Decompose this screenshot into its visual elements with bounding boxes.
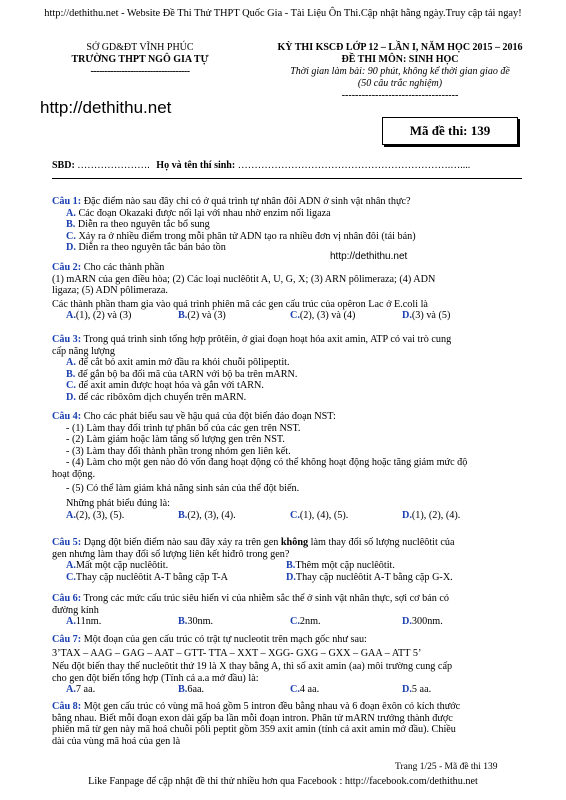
option-text: Thay cặp nuclêôtit A-T bằng cặp G-X. bbox=[295, 571, 453, 583]
exam-subject: ĐỀ THI MÔN: SINH HỌC bbox=[341, 54, 459, 65]
option-key: C. bbox=[290, 684, 300, 696]
question-3 bbox=[52, 334, 524, 404]
option-key: B. bbox=[66, 219, 76, 231]
question-number: Câu 5: bbox=[52, 537, 82, 548]
header-left bbox=[40, 42, 240, 78]
statement-line: - (4) Làm cho một gen nào đó vốn đang hoạt động có thể không hoạt động hoặc tăng giảm mức độ bbox=[66, 457, 468, 469]
facebook-footer[interactable]: Like Fanpage để cập nhật đề thi thử nhiều hơn qua Facebook : http://facebook.com/dethithu.net bbox=[88, 776, 478, 787]
question-stem: Đặc điểm nào sau đây chỉ có ở quá trình tự nhân đôi ADN ở sinh vật nhân thực? bbox=[81, 196, 411, 207]
option-text: Thêm một cặp nuclêôtit. bbox=[295, 560, 395, 572]
option-text: Xảy ra ở nhiều điểm trong mỗi phân tử ADN tạo ra nhiều đơn vị nhân đôi (tái bản) bbox=[75, 230, 416, 242]
question-stem: Dạng đột biến điểm nào sau đây xảy ra trên gen bbox=[81, 537, 281, 548]
option-text: 7 aa. bbox=[75, 684, 96, 696]
question-stem-line: phiên mã từ gen này mã hoá chuỗi pôli peptit gồm 359 axit amin (tính cả axit amin mở đầu). Chiều bbox=[52, 724, 456, 736]
question-stem-line: bằng nhau. Biết mỗi đoạn exon dài gấp ba lần mỗi đoạn intron. Phân tử mARN trưởng thành được bbox=[52, 712, 453, 724]
option-key: B. bbox=[178, 684, 188, 696]
option-key: C. bbox=[66, 571, 76, 583]
question-2 bbox=[52, 262, 524, 322]
question-5 bbox=[52, 537, 524, 583]
option-text: 6aa. bbox=[187, 684, 205, 696]
option-text: 4 aa. bbox=[299, 684, 320, 696]
question-stem: Trong các mức cấu trúc siêu hiển vi của nhiễm sắc thể ở sinh vật nhân thực, sợi cơ bản có bbox=[81, 593, 449, 604]
question-8 bbox=[52, 701, 524, 747]
option-text: Diễn ra theo nguyên tắc bán bảo tồn bbox=[75, 242, 226, 254]
option-text: 2nm. bbox=[299, 616, 321, 628]
option-key: B. bbox=[286, 560, 296, 572]
question-stem-line: đường kính bbox=[52, 604, 99, 616]
option-key: A. bbox=[66, 616, 76, 628]
candidate-info-line bbox=[52, 160, 470, 171]
option-key: D. bbox=[286, 571, 296, 583]
option-key: B. bbox=[178, 509, 188, 521]
dna-sequence: 3’TAX – AAG – GAG – AAT – GTT- TTA – XXT – XGG- GXG – GXX – GAA – ATT 5’ bbox=[52, 647, 422, 659]
question-stem-line: Các thành phần tham gia vào quá trình phiên mã các gen cấu trúc của opêron Lac ở E.coli là bbox=[52, 298, 428, 310]
question-number: Câu 1: bbox=[52, 196, 82, 207]
question-number: Câu 2: bbox=[52, 262, 82, 273]
question-stem-line: (1) mARN của gen điều hòa; (2) Các loại nuclêôtit A, U, G, X; (3) ARN pôlimeraza; (4) ADN bbox=[52, 273, 436, 285]
option-text: (2) và (3) bbox=[187, 310, 226, 322]
question-stem: Cho các phát biểu sau về hậu quả của đột biến đảo đoạn NST: bbox=[81, 411, 336, 422]
exam-code-box: Mã đề thi: 139 bbox=[382, 117, 518, 145]
statement-line: - (2) Làm giảm hoặc làm tăng số lượng gen trên NST. bbox=[66, 434, 285, 446]
option-key: C. bbox=[66, 380, 76, 392]
question-stem: Một đoạn của gen cấu trúc có trật tự nucleotit trên mạch gốc như sau: bbox=[81, 634, 367, 645]
question-count: (50 câu trắc nghiệm) bbox=[357, 78, 443, 89]
option-text: để các ribôxôm dịch chuyển trên mARN. bbox=[75, 391, 247, 403]
option-text: (1), (2) và (3) bbox=[75, 310, 132, 322]
question-number: Câu 4: bbox=[52, 411, 82, 422]
question-1 bbox=[52, 196, 524, 254]
option-key: A. bbox=[66, 560, 76, 572]
option-key: D. bbox=[402, 509, 412, 521]
question-6 bbox=[52, 593, 524, 628]
option-text: (2), (3) và (4) bbox=[299, 310, 356, 322]
option-text: để cắt bỏ axit amin mở đầu ra khỏi chuỗi pôlipeptit. bbox=[75, 357, 290, 369]
question-4 bbox=[52, 411, 524, 521]
option-key: A. bbox=[66, 509, 76, 521]
option-text: Các đoạn Okazaki được nối lại với nhau nhờ enzim nối ligaza bbox=[75, 207, 331, 219]
sbd-label: SBD: bbox=[52, 160, 75, 171]
statement-line: - (3) Làm thay đổi thành phần trong nhóm gen liên kết. bbox=[66, 445, 291, 457]
question-number: Câu 8: bbox=[52, 701, 82, 712]
option-key: D. bbox=[402, 310, 412, 322]
option-text: (1), (4), (5). bbox=[299, 509, 349, 521]
question-stem-line: dài của vùng mã hoá của gen là bbox=[52, 735, 181, 747]
header-right bbox=[240, 42, 560, 102]
question-stem-line: Nếu đột biến thay thế nucleôtit thứ 19 là X thay bằng A, thì số axit amin (aa) môi trường cung cấp bbox=[52, 661, 453, 673]
question-stem-line: ligaza; (5) ADN pôlimeraza. bbox=[52, 285, 168, 297]
department-name: SỞ GD&ĐT VĨNH PHÚC bbox=[86, 42, 194, 53]
option-key: C. bbox=[66, 230, 76, 242]
statement-line: - (1) Làm thay đổi trình tự phân bố của các gen trên NST. bbox=[66, 422, 301, 434]
exam-title: KỲ THI KSCĐ LỚP 12 – LẦN I, NĂM HỌC 2015 – 2016 bbox=[277, 42, 523, 53]
header-left-divider: ----------------------------------- bbox=[90, 66, 190, 77]
top-banner: http://dethithu.net - Website Đề Thi Thử THPT Quốc Gia - Tài Liệu Ôn Thi.Cập nhật hằng ngày.Truy cập tải ngay! bbox=[44, 8, 522, 19]
sbd-dots: …………………. bbox=[74, 160, 150, 171]
option-text: (1), (2), (4). bbox=[411, 509, 461, 521]
option-text: để gắn bộ ba đối mã của tARN với bộ ba trên mARN. bbox=[75, 368, 298, 380]
option-text: Thay cặp nuclêôtit A-T bằng cặp T-A bbox=[75, 571, 228, 583]
header-right-divider: ----------------------------------- bbox=[341, 90, 459, 101]
option-key: D. bbox=[402, 684, 412, 696]
option-key: B. bbox=[178, 310, 188, 322]
option-text: (3) và (5) bbox=[411, 310, 451, 322]
option-key: A. bbox=[66, 684, 76, 696]
option-text: Mất một cặp nuclêôtit. bbox=[75, 560, 169, 572]
option-key: D. bbox=[402, 616, 412, 628]
question-stem-line: cấp năng lượng bbox=[52, 345, 115, 357]
question-stem-line: cho gen đột biến tổng hợp (Tính cả a.a mở đầu) là: bbox=[52, 672, 259, 684]
question-stem: làm thay đổi số lượng nuclêôtit của bbox=[308, 537, 455, 548]
option-key: C. bbox=[290, 616, 300, 628]
option-key: D. bbox=[66, 242, 76, 254]
name-label: Họ và tên thí sinh: bbox=[156, 160, 236, 171]
question-stem-emphasis: không bbox=[280, 537, 309, 548]
question-stem: Một gen cấu trúc có vùng mã hoá gồm 5 intron đều bằng nhau và 6 đoạn êxôn có kích thước bbox=[81, 701, 461, 712]
option-key: D. bbox=[66, 391, 76, 403]
option-text: (2), (3), (4). bbox=[187, 509, 236, 521]
question-7 bbox=[52, 634, 524, 696]
option-text: (2), (3), (5). bbox=[75, 509, 125, 521]
header-rule bbox=[52, 178, 522, 179]
statement-line: hoạt động. bbox=[52, 468, 96, 480]
option-key: A. bbox=[66, 207, 76, 219]
question-number: Câu 6: bbox=[52, 593, 82, 604]
question-stem: Trong quá trình sinh tổng hợp prôtêin, ở giai đoạn hoạt hóa axit amin, ATP có vai trò cung bbox=[81, 334, 452, 345]
option-key: C. bbox=[290, 310, 300, 322]
mid-link[interactable]: http://dethithu.net bbox=[330, 251, 408, 262]
question-stem: Cho các thành phần bbox=[81, 262, 165, 273]
exam-time: Thời gian làm bài: 90 phút, không kể thời gian giao đề bbox=[290, 66, 510, 77]
statement-line: - (5) Có thể làm giảm khả năng sinh sản của thể đột biến. bbox=[66, 482, 300, 494]
option-key: B. bbox=[178, 616, 188, 628]
option-key: C. bbox=[290, 509, 300, 521]
option-text: 5 aa. bbox=[411, 684, 432, 696]
option-key: A. bbox=[66, 310, 76, 322]
option-text: để axit amin được hoạt hóa và gắn với tARN. bbox=[75, 380, 264, 392]
page-footer: Trang 1/25 - Mã đề thi 139 bbox=[395, 762, 498, 772]
option-text: Diễn ra theo nguyên tắc bổ sung bbox=[75, 219, 210, 231]
question-number: Câu 3: bbox=[52, 334, 82, 345]
option-key: B. bbox=[66, 368, 76, 380]
school-name: TRƯỜNG THPT NGÔ GIA TỰ bbox=[71, 54, 209, 65]
question-stem-line: gen nhưng làm thay đổi số lượng liên kết hiđrô trong gen? bbox=[52, 548, 290, 560]
option-key: A. bbox=[66, 357, 76, 369]
option-text: 30nm. bbox=[187, 616, 214, 628]
site-url[interactable]: http://dethithu.net bbox=[40, 98, 172, 117]
option-text: 300nm. bbox=[411, 616, 443, 628]
question-number: Câu 7: bbox=[52, 634, 82, 645]
option-text: 11nm. bbox=[75, 616, 102, 628]
name-dots: ……………………………………………………….….... bbox=[235, 160, 471, 171]
question-prompt: Những phát biểu đúng là: bbox=[66, 498, 170, 510]
